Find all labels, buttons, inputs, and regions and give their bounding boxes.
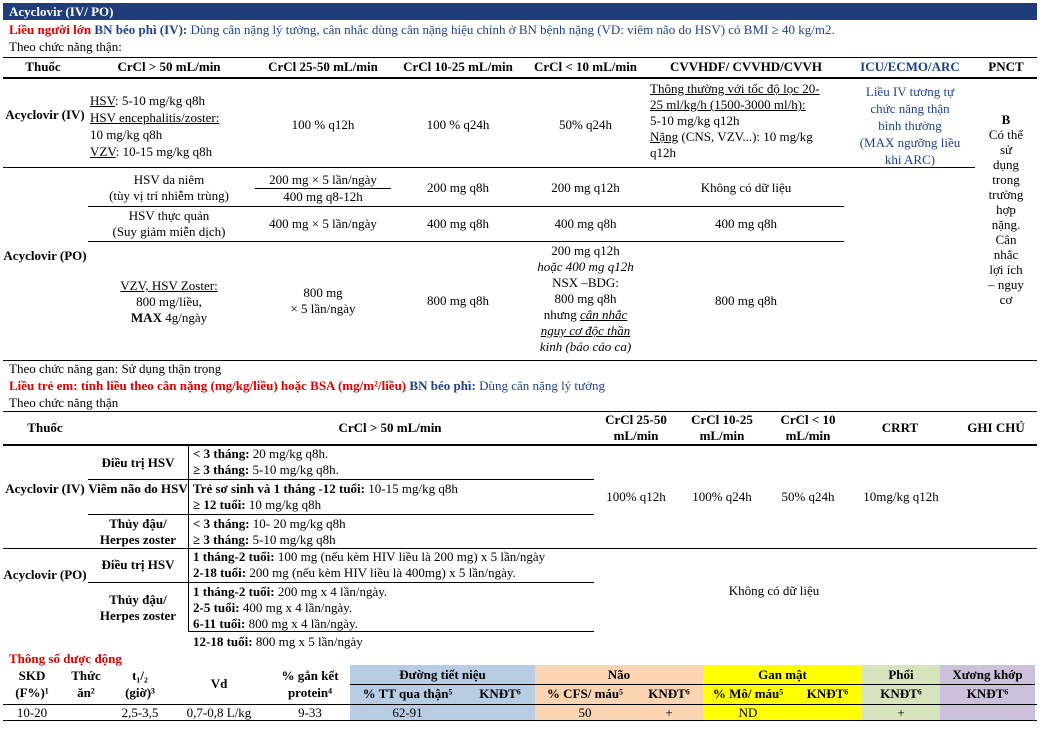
- child-iv-vzv-dose: < 3 tháng: 10- 20 mg/kg q8h ≥ 3 tháng: 5-10 mg/kg q8h: [193, 516, 346, 547]
- pk-grp-bone: Xương khớp: [952, 667, 1023, 682]
- pk-sub-bone-kn: KNĐT⁶: [966, 686, 1009, 701]
- pk-col-protein: % gắn kết protein⁴: [281, 668, 339, 700]
- adult-iv-dose-normal: HSV: 5-10 mg/kg q8h HSV encephalitis/zoster: 10 mg/kg q8h VZV: 10-15 mg/kg q8h: [90, 93, 220, 159]
- adult-po-hsv-eso-rest: 400 mg q8h: [714, 216, 778, 231]
- child-po-vzv-dose-12-18: 12-18 tuổi: 800 mg x 5 lần/ngày: [193, 634, 363, 649]
- adult-po-drug: Acyclovir (PO): [3, 248, 87, 263]
- pk-col-t12: t₁/₂ (giờ)³: [125, 668, 155, 700]
- adult-po-hsv-eso-25: 400 mg q8h: [426, 216, 490, 231]
- child-col-crcl25: CrCl 25-50 mL/min: [605, 412, 667, 443]
- adult-po-hsv-mucosal: HSV da niêm (tùy vị trí nhiễm trùng): [109, 172, 229, 203]
- adult-pnct: B Có thể sử dụng trong trường hợp nặng. Cân nhắc lợi ích – nguy cơ: [988, 112, 1024, 307]
- child-iv-hsv-dose: < 3 tháng: 20 mg/kg q8h. ≥ 3 tháng: 5-10 mg/kg q8h.: [193, 446, 339, 477]
- adult-po-hsv-mucosal-rest: Không có dữ liệu: [700, 180, 792, 195]
- adult-col-crrt: CVVHDF/ CVVHD/CVVH: [669, 59, 823, 74]
- pk-val-tissue: ND: [738, 705, 758, 720]
- adult-col-crcl-lt10: CrCl < 10 mL/min: [533, 59, 638, 74]
- child-iv-drug: Acyclovir (IV): [5, 481, 85, 496]
- child-po-drug: Acyclovir (PO): [3, 567, 87, 582]
- adult-po-vzv-25: 800 mg q8h: [426, 293, 490, 308]
- pk-bone-val-bg: [940, 705, 1035, 720]
- adult-po-vzv-dose: 800 mg × 5 lần/ngày: [290, 285, 356, 316]
- child-renal-note: Theo chức năng thận: [9, 395, 119, 410]
- pk-col-skd: SKD (F%)¹: [15, 668, 49, 700]
- pk-val-csf-kn: +: [665, 705, 673, 720]
- adult-col-crcl50: CrCl > 50 mL/min: [117, 59, 221, 74]
- adult-obese-label: BN béo phì (IV):: [94, 22, 188, 37]
- pk-val-protein: 9-33: [298, 705, 322, 720]
- child-iv-crrt: 10mg/kg q12h: [863, 489, 939, 504]
- child-col-crcl10: CrCl 10-25 mL/min: [691, 412, 753, 443]
- adult-heading-label: Liều người lớn: [9, 22, 92, 37]
- adult-obese-text: Dùng cân nặng lý tưởng, cân nhắc dùng cân nặng hiệu chỉnh ở BN bệnh nặng (VD: viêm não do HSV) có BMI ≥ 40 kg/m2.: [190, 22, 835, 37]
- pk-grp-liver: Gan mật: [758, 667, 807, 682]
- page-title: Acyclovir (IV/ PO): [9, 4, 114, 19]
- child-col-crcl-lt10: CrCl < 10 mL/min: [780, 412, 836, 443]
- child-heading: Liều trẻ em: tính liều theo cân nặng (mg/kg/liều) hoặc BSA (mg/m²/liều) BN béo phì: Dùng cân nặng lý tưởng: [9, 378, 605, 393]
- pk-col-food: Thức ăn²: [71, 668, 101, 700]
- adult-po-vzv-rest: 800 mg q8h: [714, 293, 778, 308]
- adult-iv-crcl10: 100 % q24h: [426, 117, 490, 132]
- child-col-crcl50: CrCl > 50 mL/min: [338, 420, 442, 435]
- child-col-drug: Thuốc: [27, 420, 63, 435]
- pk-col-vd: Vd: [210, 676, 228, 691]
- adult-po-hsv-mucosal-dose2: 400 mg q8-12h: [283, 189, 363, 204]
- title-bar: [3, 3, 1037, 20]
- pk-val-t12: 2,5-3,5: [121, 705, 159, 720]
- adult-po-hsv-mucosal-25: 200 mg q8h: [426, 180, 490, 195]
- child-po-vzv-label: Thủy đậu/ Herpes zoster: [99, 592, 177, 623]
- pk-grp-lung: Phổi: [888, 667, 914, 682]
- adult-iv-crcl-lt10: 50% q24h: [558, 117, 613, 132]
- child-iv-enc-dose: Trẻ sơ sinh và 1 tháng -12 tuổi: 10-15 mg/kg q8h ≥ 12 tuổi: 10 mg/kg q8h: [193, 481, 458, 512]
- pk-heading: Thông số dược động: [9, 651, 122, 666]
- pk-sub-urine-kn: KNĐT⁶: [479, 686, 521, 701]
- adult-col-icu: ICU/ECMO/ARC: [860, 59, 960, 74]
- adult-heading: [9, 22, 835, 38]
- child-iv-crcl10: 100% q24h: [692, 489, 752, 504]
- child-col-notes: GHI CHÚ: [967, 420, 1025, 435]
- pk-sub-urine: % TT qua thận⁵: [362, 686, 453, 701]
- adult-iv-icu: Liều IV tương tự chức năng thận bình thường (MAX ngưỡng liều khi ARC): [859, 84, 961, 167]
- child-iv-crcl25: 100% q12h: [606, 489, 666, 504]
- child-col-crrt: CRRT: [881, 420, 919, 435]
- pk-grp-brain: Não: [607, 667, 631, 682]
- adult-po-hsv-mucosal-10: 200 mg q12h: [551, 180, 620, 195]
- child-po-no-data: Không có dữ liệu: [728, 583, 820, 598]
- pk-sub-csf-kn: KNĐT⁶: [648, 686, 690, 701]
- adult-col-crcl10: CrCl 10-25 mL/min: [403, 59, 513, 74]
- adult-po-vzv: VZV, HSV Zoster: 800 mg/liều, MAX 4g/ngày: [120, 278, 218, 325]
- adult-col-crcl25: CrCl 25-50 mL/min: [268, 59, 378, 74]
- adult-po-vzv-lt10: 200 mg q12h hoặc 400 mg q12h NSX –BDG: 800 mg q8h nhưng cân nhắc nguy cơ độc thần kinh (báo cáo ca): [537, 243, 634, 354]
- pk-sub-csf: % CFS/ máu⁵: [546, 686, 624, 701]
- pk-val-csf: 50: [578, 705, 592, 720]
- adult-renal-note: Theo chức năng thận:: [9, 39, 122, 54]
- child-iv-enc-label: Viêm não do HSV: [88, 481, 188, 496]
- adult-col-pnct: PNCT: [988, 59, 1024, 74]
- adult-col-drug: Thuốc: [25, 59, 61, 74]
- adult-hepatic-note: Theo chức năng gan: Sử dụng thận trọng: [9, 361, 222, 376]
- child-po-hsv-dose: 1 tháng-2 tuổi: 100 mg (nếu kèm HIV liều là 200 mg) x 5 lần/ngày 2-18 tuổi: 200 mg (nếu kèm HIV liều là 400mg) x 5 lần/ngày.: [193, 549, 546, 580]
- pk-grp-urinary: Đường tiết niệu: [399, 667, 486, 682]
- pk-sub-lung-kn: KNĐT⁶: [880, 686, 922, 701]
- adult-po-hsv-eso: HSV thực quản (Suy giảm miễn dịch): [112, 208, 226, 239]
- child-po-vzv-dose: 1 tháng-2 tuổi: 200 mg x 4 lần/ngày. 2-5 tuổi: 400 mg x 4 lần/ngày. 6-11 tuổi: 800 mg x 4 lần/ngày.: [193, 584, 388, 631]
- child-po-hsv-label: Điều trị HSV: [101, 557, 175, 572]
- child-iv-crcl-lt10: 50% q24h: [781, 489, 835, 504]
- adult-po-hsv-mucosal-dose1: 200 mg × 5 lần/ngày: [269, 172, 377, 187]
- child-iv-hsv-label: Điều trị HSV: [101, 455, 175, 470]
- child-iv-vzv-label: Thủy đậu/ Herpes zoster: [99, 516, 177, 547]
- pk-val-urine: 62-91: [392, 705, 423, 720]
- adult-iv-crrt: Thông thường với tốc độ lọc 20- 25 ml/kg/h (1500-3000 ml/h): 5-10 mg/kg q12h Nặng (CNS, VZV...): 10 mg/kg q12h: [650, 81, 820, 160]
- pk-sub-tissue-kn: KNĐT⁶: [806, 686, 849, 701]
- adult-po-hsv-eso-10: 400 mg q8h: [554, 216, 617, 231]
- adult-po-hsv-eso-dose: 400 mg × 5 lần/ngày: [269, 216, 377, 231]
- adult-iv-drug: Acyclovir (IV): [5, 107, 85, 122]
- pk-sub-tissue: % Mô/ máu⁵: [712, 686, 784, 701]
- adult-iv-crcl25: 100 % q12h: [291, 117, 355, 132]
- pk-val-lung-kn: +: [897, 705, 905, 720]
- pk-val-skd: 10-20: [16, 705, 48, 720]
- pk-val-vd: 0,7-0,8 L/kg: [186, 705, 252, 720]
